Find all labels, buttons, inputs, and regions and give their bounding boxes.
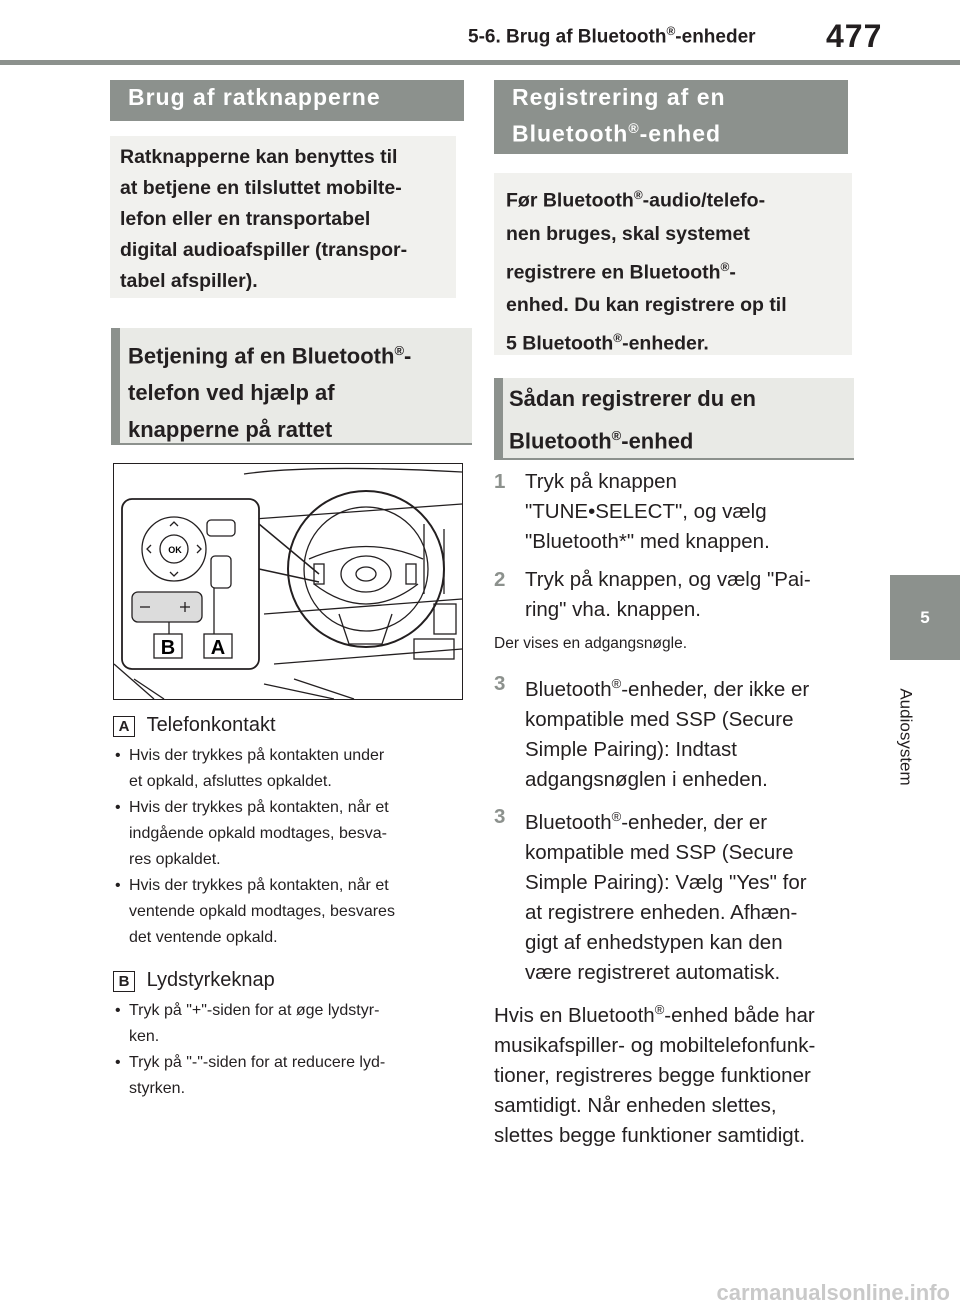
closing-paragraph: Hvis en Bluetooth®-enhed både har musikafspiller- og mobiltelefonfunk- tioner, registreres begge funktioner samtidigt. Når enheden slettes, slettes begge funktioner samtidigt.	[494, 1002, 816, 1147]
step-1: 1 Tryk på knappen "TUNE•SELECT", og vælg "Bluetooth*" med knappen.	[494, 470, 770, 553]
callout-a-bullets	[113, 743, 458, 951]
sub-title-right: Sådan registrerer du en Bluetooth®-enhed	[494, 378, 854, 460]
section-title-left: Brug af ratknapperne	[110, 80, 464, 121]
lead-line: lefon eller en transportabel	[120, 208, 371, 230]
lead-box-right: Før Bluetooth®-audio/telefo- nen bruges, skal systemet registrere en Bluetooth®- enhed. Du kan registrere op til 5 Bluetooth®-enheder.	[494, 173, 852, 355]
step-3b: 3 Bluetooth®-enheder, der er kompatible med SSP (Secure Simple Pairing): Vælg "Yes" for at registrere enheden. Afhæn- gigt af enhedstypen kan den være registreret automatisk.	[494, 805, 807, 984]
list-item: • Hvis der trykkes på kontakten under et opkald, afsluttes opkaldet.	[113, 743, 458, 795]
step-2: 2 Tryk på knappen, og vælg "Pai- ring" vha. knappen.	[494, 568, 811, 621]
watermark: carmanualsonline.info	[716, 1280, 950, 1305]
section-title-right: Registrering af en Bluetooth®-enhed	[494, 80, 848, 154]
page-number: 477	[826, 18, 883, 54]
list-item: • Tryk på "-"-siden for at reducere lyd- styrken.	[113, 1050, 458, 1102]
running-header: 5-6. Brug af Bluetooth®-enheder	[468, 24, 756, 48]
list-item: • Hvis der trykkes på kontakten, når et indgående opkald modtages, besva- res opkaldet.	[113, 795, 458, 873]
figure-label-b: B	[160, 637, 176, 659]
chapter-tab: 5	[890, 575, 960, 660]
callout-a	[113, 714, 276, 737]
figure-label-a: A	[210, 637, 226, 659]
callout-tag-a: A	[113, 716, 135, 737]
list-item: • Tryk på "+"-siden for at øge lydstyr- ken.	[113, 998, 458, 1050]
callout-b	[113, 969, 275, 992]
lead-line: Ratknapperne kan benyttes til	[120, 146, 398, 168]
ok-button-text: OK	[168, 545, 182, 555]
lead-line: digital audioafspiller (transpor-	[120, 239, 408, 261]
callout-b-bullets	[113, 998, 458, 1102]
step-3a: 3 Bluetooth®-enheder, der ikke er kompatible med SSP (Secure Simple Pairing): Indtast adgangsnøglen i enheden.	[494, 672, 810, 791]
callout-b-title: Lydstyrkeknap	[146, 969, 275, 991]
lead-line: tabel afspiller).	[120, 270, 258, 292]
list-item: • Hvis der trykkes på kontakten, når et ventende opkald modtages, besvares det ventende opkald.	[113, 873, 458, 951]
sub-title-left: Betjening af en Bluetooth®- telefon ved hjælp af knapperne på rattet	[111, 328, 472, 445]
steering-wheel-figure	[113, 463, 463, 700]
steering-wheel-illustration	[114, 464, 462, 699]
chapter-label: Audiosystem	[897, 688, 917, 786]
note-text: Der vises en adgangsnøgle.	[494, 635, 688, 652]
callout-a-title: Telefonkontakt	[146, 714, 276, 736]
lead-box-left	[110, 136, 456, 298]
header-rule	[0, 60, 960, 65]
callout-tag-b: B	[113, 971, 135, 992]
lead-line: at betjene en tilsluttet mobilte-	[120, 177, 402, 199]
